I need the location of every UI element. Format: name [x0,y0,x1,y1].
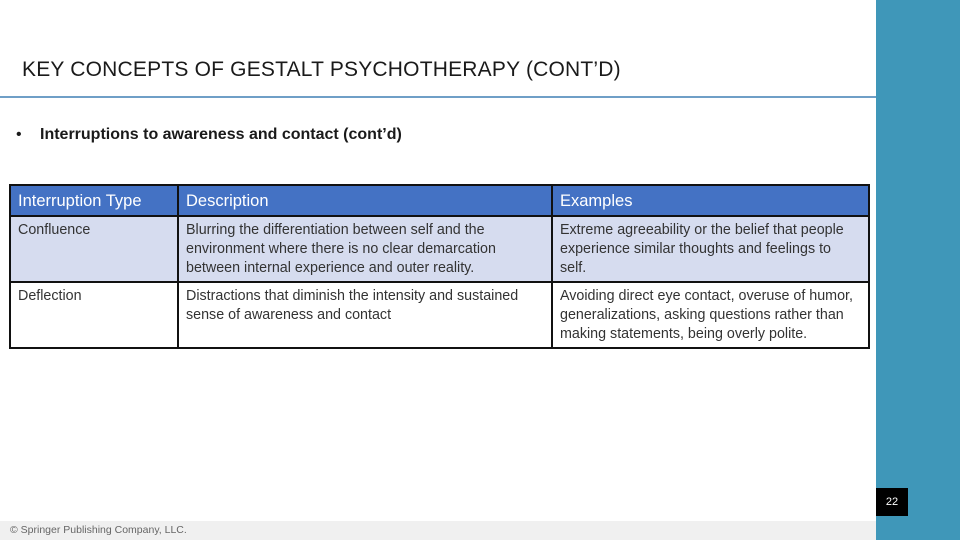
slide-title: KEY CONCEPTS OF GESTALT PSYCHOTHERAPY (CONT’D) [22,58,621,81]
header-interruption-type: Interruption Type [10,185,178,216]
bullet-text: Interruptions to awareness and contact (cont’d) [40,126,402,143]
interruptions-table [9,184,870,349]
table-row [10,216,869,282]
header-examples: Examples [552,185,869,216]
cell-examples: Avoiding direct eye contact, overuse of humor, generalizations, asking questions rather than making statements, being overly polite. [552,282,869,348]
cell-type: Confluence [10,216,178,282]
cell-examples: Extreme agreeability or the belief that people experience similar thoughts and feelings to self. [552,216,869,282]
copyright-notice: © Springer Publishing Company, LLC. [10,524,187,536]
bullet-item [16,126,402,144]
page-number: 22 [876,488,908,516]
cell-description: Blurring the differentiation between self and the environment where there is no clear demarcation between internal experience and outer reality. [178,216,552,282]
cell-type: Deflection [10,282,178,348]
accent-side-bar [876,0,960,540]
table-header-row [10,185,869,216]
table-row [10,282,869,348]
bullet-marker: • [16,126,22,143]
cell-description: Distractions that diminish the intensity and sustained sense of awareness and contact [178,282,552,348]
header-description: Description [178,185,552,216]
title-divider [0,96,876,98]
